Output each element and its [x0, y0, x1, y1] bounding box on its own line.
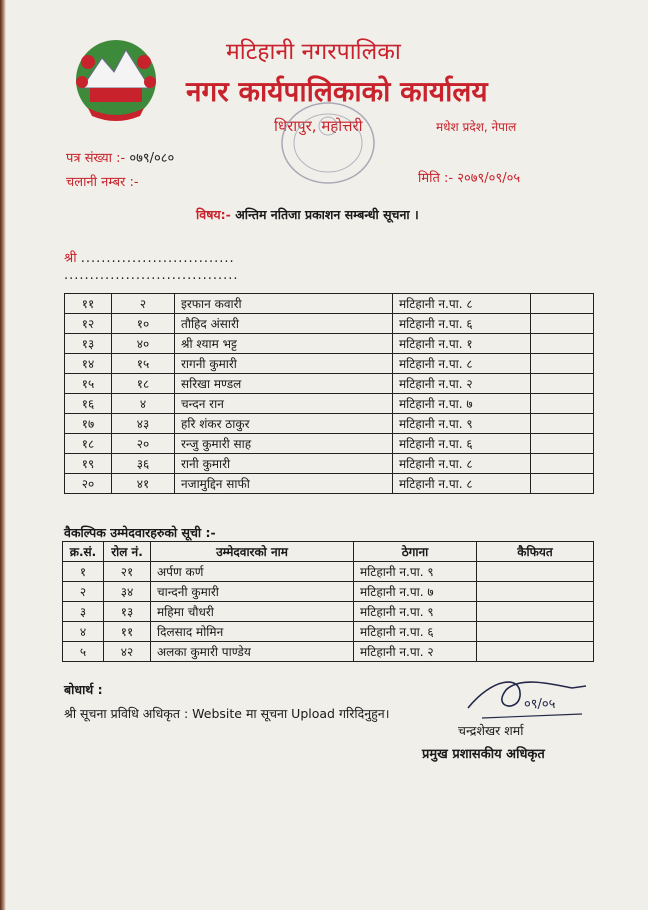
cell-roll: १८: [112, 374, 175, 394]
office-location: धिरापुर, महोत्तरी: [274, 117, 363, 135]
cell-address: मटिहानी न.पा. २: [354, 642, 477, 662]
date-value: २०७९/०९/०५: [457, 171, 521, 186]
cell-address: मटिहानी न.पा. ९: [393, 414, 531, 434]
table-row: [63, 562, 594, 582]
cell-name: चान्दनी कुमारी: [151, 582, 354, 602]
cell-sn: १३: [65, 334, 112, 354]
cell-name: रानी कुमारी: [175, 454, 393, 474]
cell-name: इरफान कवारी: [175, 294, 393, 314]
table-row: [65, 294, 594, 314]
cell-remarks: [531, 474, 594, 494]
cell-address: मटिहानी न.पा. ७: [393, 394, 531, 414]
cell-sn: १७: [65, 414, 112, 434]
signature-icon: [462, 668, 592, 728]
cell-roll: २०: [112, 434, 175, 454]
alternate-list-title: वैकल्पिक उम्मेदवारहरुको सूची :-: [64, 525, 216, 540]
cell-address: मटिहानी न.पा. ८: [393, 354, 531, 374]
cell-remarks: [477, 582, 594, 602]
cell-address: मटिहानी न.पा. ९: [354, 562, 477, 582]
cell-address: मटिहानी न.पा. ६: [393, 434, 531, 454]
cell-address: मटिहानी न.पा. ६: [393, 314, 531, 334]
cell-roll: २: [112, 294, 175, 314]
cell-remarks: [531, 294, 594, 314]
cell-roll: ११: [104, 622, 151, 642]
table-row: [65, 314, 594, 334]
office-name: नगर कार्यपालिकाको कार्यालय: [186, 75, 488, 108]
cell-name: नजामुद्दिन साफी: [175, 474, 393, 494]
table-row: [65, 434, 594, 454]
col-name: उम्मेदवारको नाम: [151, 542, 354, 562]
province-name: मधेश प्रदेश, नेपाल: [436, 120, 517, 134]
cell-name: रन्जु कुमारी साह: [175, 434, 393, 454]
cell-sn: १५: [65, 374, 112, 394]
cell-name: सरिखा मण्डल: [175, 374, 393, 394]
municipality-name: मटिहानी नगरपालिका: [226, 39, 401, 65]
letter-page: [6, 0, 648, 910]
cell-remarks: [477, 602, 594, 622]
cell-remarks: [531, 374, 594, 394]
cell-name: श्री श्याम भट्ट: [175, 334, 393, 354]
cell-name: अर्पण कर्ण: [151, 562, 354, 582]
cell-remarks: [477, 622, 594, 642]
cell-address: मटिहानी न.पा. ८: [393, 294, 531, 314]
addressee-blank: ..............................: [80, 251, 235, 266]
cell-remarks: [477, 562, 594, 582]
letter-number: [66, 148, 174, 166]
col-roll: रोल नं.: [104, 542, 151, 562]
cell-roll: २१: [104, 562, 151, 582]
table-row: [63, 642, 594, 662]
col-sn: क्र.सं.: [63, 542, 104, 562]
cell-sn: ५: [63, 642, 104, 662]
cell-address: मटिहानी न.पा. ८: [393, 454, 531, 474]
signature-date: ०९/०५: [524, 697, 556, 712]
cell-sn: ३: [63, 602, 104, 622]
cell-remarks: [531, 314, 594, 334]
cell-name: चन्दन रान: [175, 394, 393, 414]
cell-sn: ११: [65, 294, 112, 314]
letter-number-label: पत्र संख्या :-: [66, 151, 126, 166]
cell-roll: १५: [112, 354, 175, 374]
table-row: [65, 334, 594, 354]
cc-note: श्री सूचना प्रविधि अधिकृत : Website मा सूचना Upload गरिदिनुहुन।: [64, 706, 390, 721]
cell-address: मटिहानी न.पा. २: [393, 374, 531, 394]
table-row: [65, 474, 594, 494]
col-address: ठेगाना: [354, 542, 477, 562]
subject-text: अन्तिम नतिजा प्रकाशन सम्बन्धी सूचना ।: [235, 207, 419, 222]
col-remarks: कैफियत: [477, 542, 594, 562]
table-row: [65, 374, 594, 394]
table-row: [63, 602, 594, 622]
cell-address: मटिहानी न.पा. ९: [354, 602, 477, 622]
cell-name: तौहिद अंसारी: [175, 314, 393, 334]
cell-roll: १३: [104, 602, 151, 622]
cell-roll: ४१: [112, 474, 175, 494]
cc-label: बोधार्थ :: [64, 682, 103, 697]
cell-name: अलका कुमारी पाण्डेय: [151, 642, 354, 662]
cell-remarks: [531, 334, 594, 354]
signatory-title: प्रमुख प्रशासकीय अधिकृत: [422, 747, 545, 762]
table-row: [65, 414, 594, 434]
date-label: मिति :-: [418, 171, 454, 186]
cell-roll: ४: [112, 394, 175, 414]
cell-sn: १४: [65, 354, 112, 374]
cell-name: महिमा चौधरी: [151, 602, 354, 622]
table-row: [63, 622, 594, 642]
table-header-row: [63, 542, 594, 562]
addressee-blank-2: ..................................: [64, 268, 239, 283]
cell-sn: ४: [63, 622, 104, 642]
cell-remarks: [531, 394, 594, 414]
table-row: [63, 582, 594, 602]
cell-remarks: [477, 642, 594, 662]
letter-number-value: ०७९/०८०: [129, 151, 175, 166]
subject-line: [196, 206, 419, 223]
cell-sn: १२: [65, 314, 112, 334]
cell-remarks: [531, 454, 594, 474]
cell-roll: ४३: [112, 414, 175, 434]
cell-roll: ४०: [112, 334, 175, 354]
cell-remarks: [531, 354, 594, 374]
cell-address: मटिहानी न.पा. ८: [393, 474, 531, 494]
subject-label: विषय:-: [196, 207, 231, 222]
alternate-table: [62, 541, 594, 662]
office-stamp-icon: [274, 96, 382, 190]
cell-name: रागनी कुमारी: [175, 354, 393, 374]
cell-address: मटिहानी न.पा. ६: [354, 622, 477, 642]
addressee: [64, 248, 235, 266]
cell-sn: १: [63, 562, 104, 582]
dispatch-number-label: चलानी नम्बर :-: [66, 175, 139, 190]
cell-roll: १०: [112, 314, 175, 334]
signatory-name: चन्द्रशेखर शर्मा: [458, 723, 524, 738]
cell-address: मटिहानी न.पा. १: [393, 334, 531, 354]
cell-roll: ३४: [104, 582, 151, 602]
cell-sn: १८: [65, 434, 112, 454]
cell-remarks: [531, 434, 594, 454]
cell-sn: २०: [65, 474, 112, 494]
cell-sn: १९: [65, 454, 112, 474]
cell-address: मटिहानी न.पा. ७: [354, 582, 477, 602]
table-row: [65, 454, 594, 474]
cell-name: हरि शंकर ठाकुर: [175, 414, 393, 434]
cell-remarks: [531, 414, 594, 434]
table-row: [65, 394, 594, 414]
cell-name: दिलसाद मोमिन: [151, 622, 354, 642]
cell-sn: १६: [65, 394, 112, 414]
results-table: [64, 293, 594, 494]
date: [418, 168, 520, 186]
addressee-label: श्री: [64, 251, 77, 266]
nepal-emblem-icon: [68, 32, 164, 124]
cell-roll: ३६: [112, 454, 175, 474]
cell-sn: २: [63, 582, 104, 602]
cell-roll: ४२: [104, 642, 151, 662]
table-row: [65, 354, 594, 374]
